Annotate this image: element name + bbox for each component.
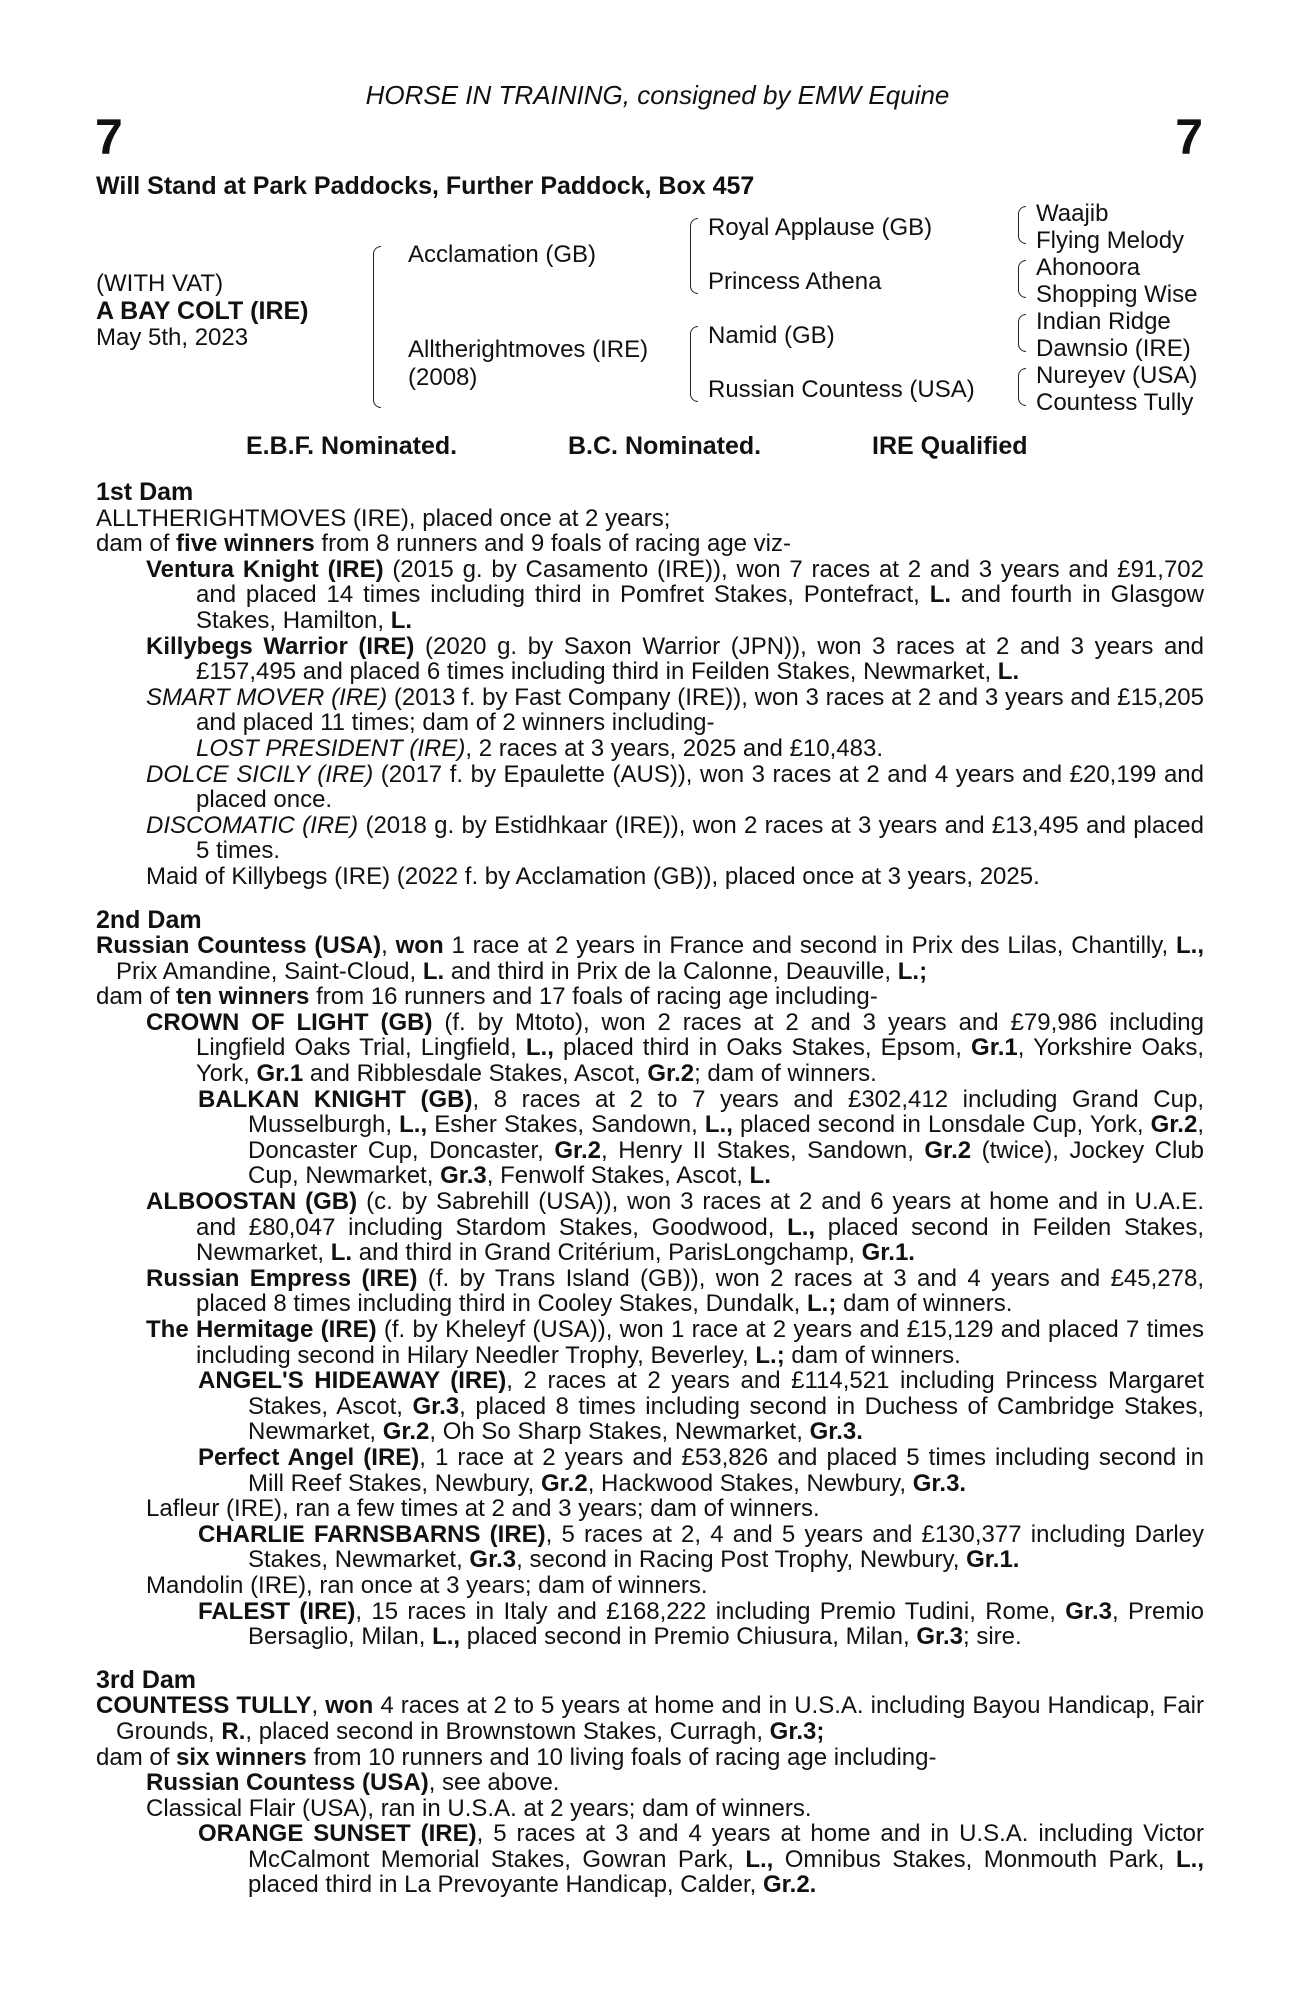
- third-dam-produce-summary: dam of six winners from 10 runners and 10 living foals of racing age including-: [96, 1743, 937, 1771]
- progeny-sub-entry: ORANGE SUNSET (IRE), 5 races at 3 and 4 years at home and in U.S.A. including Victor McCalmont Memorial Stakes, Gowran Park, L., Omnibus Stakes, Monmouth Park, L., placed third in La Prevoyante Handicap, Calder, Gr.2.: [198, 1820, 1204, 1899]
- pedigree-brace-dd: [1018, 368, 1026, 406]
- second-dam-progeny-cont: [96, 1189, 1204, 1368]
- horse-dob: May 5th, 2023: [96, 324, 249, 351]
- pedigree-brace-sd: [1018, 260, 1026, 298]
- pedigree-brace-ss: [1018, 206, 1026, 244]
- sire-name: Acclamation (GB): [408, 241, 597, 268]
- pedigree-brace-sire: [690, 218, 698, 294]
- first-dam-summary: ALLTHERIGHTMOVES (IRE), placed once at 2 years;: [96, 504, 671, 532]
- stand-location: Will Stand at Park Paddocks, Further Paddock, Box 457: [96, 172, 755, 200]
- progeny-sub-entry: CHARLIE FARNSBARNS (IRE), 5 races at 2, 4 and 5 years and £130,377 including Darley Stakes, Newmarket, Gr.3, second in Racing Post Trophy, Newbury, Gr.1.: [198, 1520, 1205, 1574]
- progeny-entry: Mandolin (IRE), ran once at 3 years; dam of winners.: [146, 1571, 708, 1599]
- page-header-title: HORSE IN TRAINING, consigned by EMW Equine: [365, 80, 950, 110]
- progeny-entry: DOLCE SICILY (IRE) (2017 f. by Epaulette (AUS)), won 3 races at 2 and 4 years and £20,199 and placed once.: [146, 760, 1204, 814]
- sire-sire-sire: Waajib: [1036, 200, 1109, 227]
- second-dam-grandprogeny: [96, 1087, 1204, 1189]
- first-dam-produce-summary: dam of five winners from 8 runners and 9 foals of racing age viz-: [96, 530, 792, 558]
- sire-sire: Royal Applause (GB): [708, 214, 933, 241]
- progeny-entry: Killybegs Warrior (IRE) (2020 g. by Saxon Warrior (JPN)), won 3 races at 2 and 3 years and £157,495 and placed 6 times including third in Feilden Stakes, Newmarket, L.: [146, 632, 1204, 686]
- second-dam-grandprogeny-2: [96, 1368, 1204, 1496]
- lot-number-right: 7: [1175, 109, 1203, 165]
- dam-sire-dam: Dawnsio (IRE): [1036, 335, 1191, 362]
- third-dam-grandprogeny: [96, 1821, 1204, 1898]
- dam-dam: Russian Countess (USA): [708, 376, 975, 403]
- bc-nomination: B.C. Nominated.: [568, 432, 762, 460]
- progeny-entry: Classical Flair (USA), ran in U.S.A. at 2 years; dam of winners.: [146, 1794, 812, 1822]
- dam-dam-dam: Countess Tully: [1036, 389, 1194, 416]
- sire-dam-sire: Ahonoora: [1036, 254, 1141, 281]
- progeny-entry: Lafleur (IRE), ran a few times at 2 and 3 years; dam of winners.: [146, 1495, 820, 1523]
- progeny-entry: Maid of Killybegs (IRE) (2022 f. by Acclamation (GB)), placed once at 3 years, 2025.: [146, 862, 1040, 890]
- dam-name: Alltherightmoves (IRE): [408, 336, 649, 363]
- dam-year: (2008): [408, 364, 478, 391]
- horse-name: A BAY COLT (IRE): [96, 297, 309, 325]
- dam-dam-sire: Nureyev (USA): [1036, 362, 1198, 389]
- second-dam-progeny-cont3: [96, 1573, 1204, 1599]
- sire-dam-dam: Shopping Wise: [1036, 281, 1198, 308]
- third-dam-progeny: [96, 1770, 1204, 1821]
- second-dam-heading: 2nd Dam: [96, 905, 202, 934]
- pedigree-brace-ds: [1018, 314, 1026, 352]
- dam-sire: Namid (GB): [708, 322, 835, 349]
- ire-qualified: IRE Qualified: [872, 432, 1028, 460]
- vat-note: (WITH VAT): [96, 270, 224, 297]
- second-dam-produce-summary: dam of ten winners from 16 runners and 17 foals of racing age including-: [96, 983, 878, 1011]
- pedigree-brace-main: [373, 246, 381, 408]
- progeny-sub-entry: LOST PRESIDENT (IRE), 2 races at 3 years, 2025 and £10,483.: [196, 734, 883, 762]
- progeny-sub-entry: FALEST (IRE), 15 races in Italy and £168,222 including Premio Tudini, Rome, Gr.3, Premio Bersaglio, Milan, L., placed second in Premio Chiusura, Milan, Gr.3; sire.: [198, 1597, 1205, 1651]
- progeny-entry: CROWN OF LIGHT (GB) (f. by Mtoto), won 2 races at 2 and 3 years and £79,986 including Lingfield Oaks Trial, Lingfield, L., placed third in Oaks Stakes, Epsom, Gr.1, Yorkshire Oaks, York, Gr.1 and Ribblesdale Stakes, Ascot, Gr.2; dam of winners.: [146, 1008, 1205, 1088]
- second-dam-progeny: [96, 1010, 1204, 1087]
- first-dam-progeny: [96, 557, 1204, 890]
- progeny-sub-entry: ANGEL'S HIDEAWAY (IRE), 2 races at 2 years and £114,521 including Princess Margaret Stakes, Ascot, Gr.3, placed 8 times including second in Duchess of Cambridge Stakes, Newmarket, Gr.2, Oh So Sharp Stakes, Newmarket, Gr.3.: [198, 1367, 1205, 1446]
- progeny-entry: Russian Countess (USA), see above.: [146, 1769, 560, 1797]
- first-dam-heading: 1st Dam: [96, 478, 194, 506]
- pedigree-notes: [96, 480, 1204, 1898]
- lot-number-left: 7: [95, 109, 123, 165]
- sire-dam: Princess Athena: [708, 268, 882, 295]
- progeny-sub-entry: Perfect Angel (IRE), 1 race at 2 years and £53,826 and placed 5 times including second in Mill Reef Stakes, Newbury, Gr.2, Hackwood Stakes, Newbury, Gr.3.: [198, 1443, 1204, 1497]
- pedigree-brace-dam: [690, 326, 698, 402]
- third-dam-summary: COUNTESS TULLY, won 4 races at 2 to 5 years at home and in U.S.A. including Bayou Handicap, Fair Grounds, R., placed second in Brownstown Stakes, Curragh, Gr.3;: [96, 1692, 1204, 1745]
- second-dam-progeny-cont2: [96, 1496, 1204, 1522]
- third-dam-heading: 3rd Dam: [96, 1665, 197, 1694]
- progeny-entry: DISCOMATIC (IRE) (2018 g. by Estidhkaar (IRE)), won 2 races at 3 years and £13,495 and placed 5 times.: [146, 811, 1205, 865]
- ebf-nomination: E.B.F. Nominated.: [246, 432, 458, 460]
- second-dam-grandprogeny-3: [96, 1522, 1204, 1573]
- progeny-sub-entry: BALKAN KNIGHT (GB), 8 races at 2 to 7 years and £302,412 including Grand Cup, Musselburgh, L., Esher Stakes, Sandown, L., placed second in Lonsdale Cup, York, Gr.2, Doncaster Cup, Doncaster, Gr.2, Henry II Stakes, Sandown, Gr.2 (twice), Jockey Club Cup, Newmarket, Gr.3, Fenwolf Stakes, Ascot, L.: [198, 1085, 1205, 1190]
- progeny-entry: ALBOOSTAN (GB) (c. by Sabrehill (USA)), won 3 races at 2 and 6 years at home and in U.A.E. and £80,047 including Stardom Stakes, Goodwood, L., placed second in Feilden Stakes, Newmarket, L. and third in Grand Critérium, ParisLongchamp, Gr.1.: [146, 1188, 1204, 1267]
- progeny-entry: SMART MOVER (IRE) (2013 f. by Fast Company (IRE)), won 3 races at 2 and 3 years and £15,205 and placed 11 times; dam of 2 winners including-: [146, 683, 1204, 737]
- progeny-entry: Ventura Knight (IRE) (2015 g. by Casamento (IRE)), won 7 races at 2 and 3 years and £91,702 and placed 14 times including third in Pomfret Stakes, Pontefract, L. and fourth in Glasgow Stakes, Hamilton, L.: [146, 555, 1204, 634]
- sire-sire-dam: Flying Melody: [1036, 227, 1185, 254]
- second-dam-grandprogeny-4: [96, 1599, 1204, 1650]
- progeny-entry: Russian Empress (IRE) (f. by Trans Island (GB)), won 2 races at 3 and 4 years and £45,278, placed 8 times including third in Cooley Stakes, Dundalk, L.; dam of winners.: [146, 1264, 1204, 1318]
- second-dam-summary: Russian Countess (USA), won 1 race at 2 years in France and second in Prix des Lilas, Chantilly, L., Prix Amandine, Saint-Cloud, L. and third in Prix de la Calonne, Deauville, L.;: [96, 932, 1204, 985]
- progeny-entry: The Hermitage (IRE) (f. by Kheleyf (USA)), won 1 race at 2 years and £15,129 and placed 7 times including second in Hilary Needler Trophy, Beverley, L.; dam of winners.: [146, 1316, 1204, 1369]
- dam-sire-sire: Indian Ridge: [1036, 308, 1171, 335]
